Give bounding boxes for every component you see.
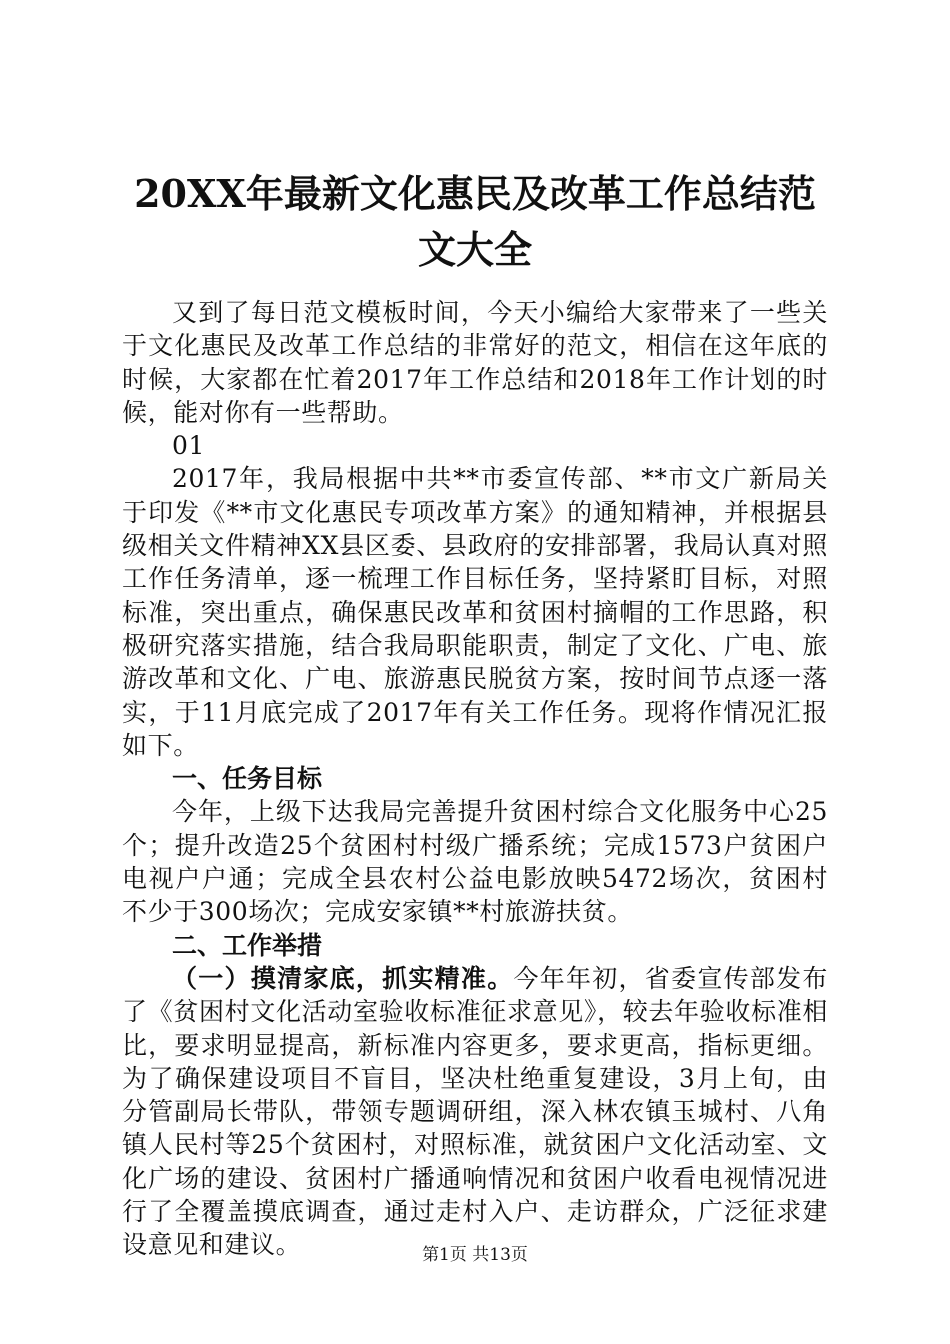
paragraph-3-body: 今年年初，省委宣传部发布了《贫困村文化活动室验收标准征求意见》，较去年验收标准相比，要求明显提高，新标准内容更多，要求更高，指标更细。为了确保建设项目不盲目，坚决杜绝重复建设，3月上旬，由分管副局长带队，带领专题调研组，深入林农镇玉城村、八角镇人民村等25个贫困村，对照标准，就贫困户文化活动室、文化广场的建设、贫困村广播通响情况和贫困户收看电视情况进行了全覆盖摸底调查，通过走村入户、走访群众，广泛征求建设意见和建议。 — [122, 963, 828, 1260]
document-title: 20XX年最新文化惠民及改革工作总结范文大全 — [134, 171, 816, 272]
intro-paragraph: 又到了每日范文模板时间，今天小编给大家带来了一些关于文化惠民及改革工作总结的非常好的范文，相信在这年底的时候，大家都在忙着2017年工作总结和2018年工作计划的时候，能对你有一些帮助。 — [122, 298, 828, 427]
paragraph-3-lead: （一）摸清家底，抓实精准。 — [172, 963, 514, 993]
page-footer: 第1页 共13页 — [422, 1245, 528, 1265]
document-body — [122, 296, 828, 1262]
heading-task-goals: 一、任务目标 — [172, 764, 323, 794]
paragraph-1: 2017年，我局根据中共**市委宣传部、**市文广新局关于印发《**市文化惠民专项改革方案》的通知精神，并根据县级相关文件精神XX县区委、县政府的安排部署，我局认真对照工作任务清单，逐一梳理工作目标任务，坚持紧盯目标，对照标准，突出重点，确保惠民改革和贫困村摘帽的工作思路，积极研究落实措施，结合我局职能职责，制定了文化、广电、旅游改革和文化、广电、旅游惠民脱贫方案，按时间节点逐一落实，于11月底完成了2017年有关工作任务。现将作情况汇报如下。 — [122, 464, 828, 760]
heading-work-measures: 二、工作举措 — [172, 930, 323, 960]
paragraph-2: 今年，上级下达我局完善提升贫困村综合文化服务中心25个；提升改造25个贫困村村级广播系统；完成1573户贫困户电视户户通；完成全县农村公益电影放映5472场次，贫困村不少于300场次；完成安家镇**村旅游扶贫。 — [122, 797, 828, 927]
paragraph-3 — [122, 962, 828, 1262]
section-number: 01 — [172, 431, 206, 461]
